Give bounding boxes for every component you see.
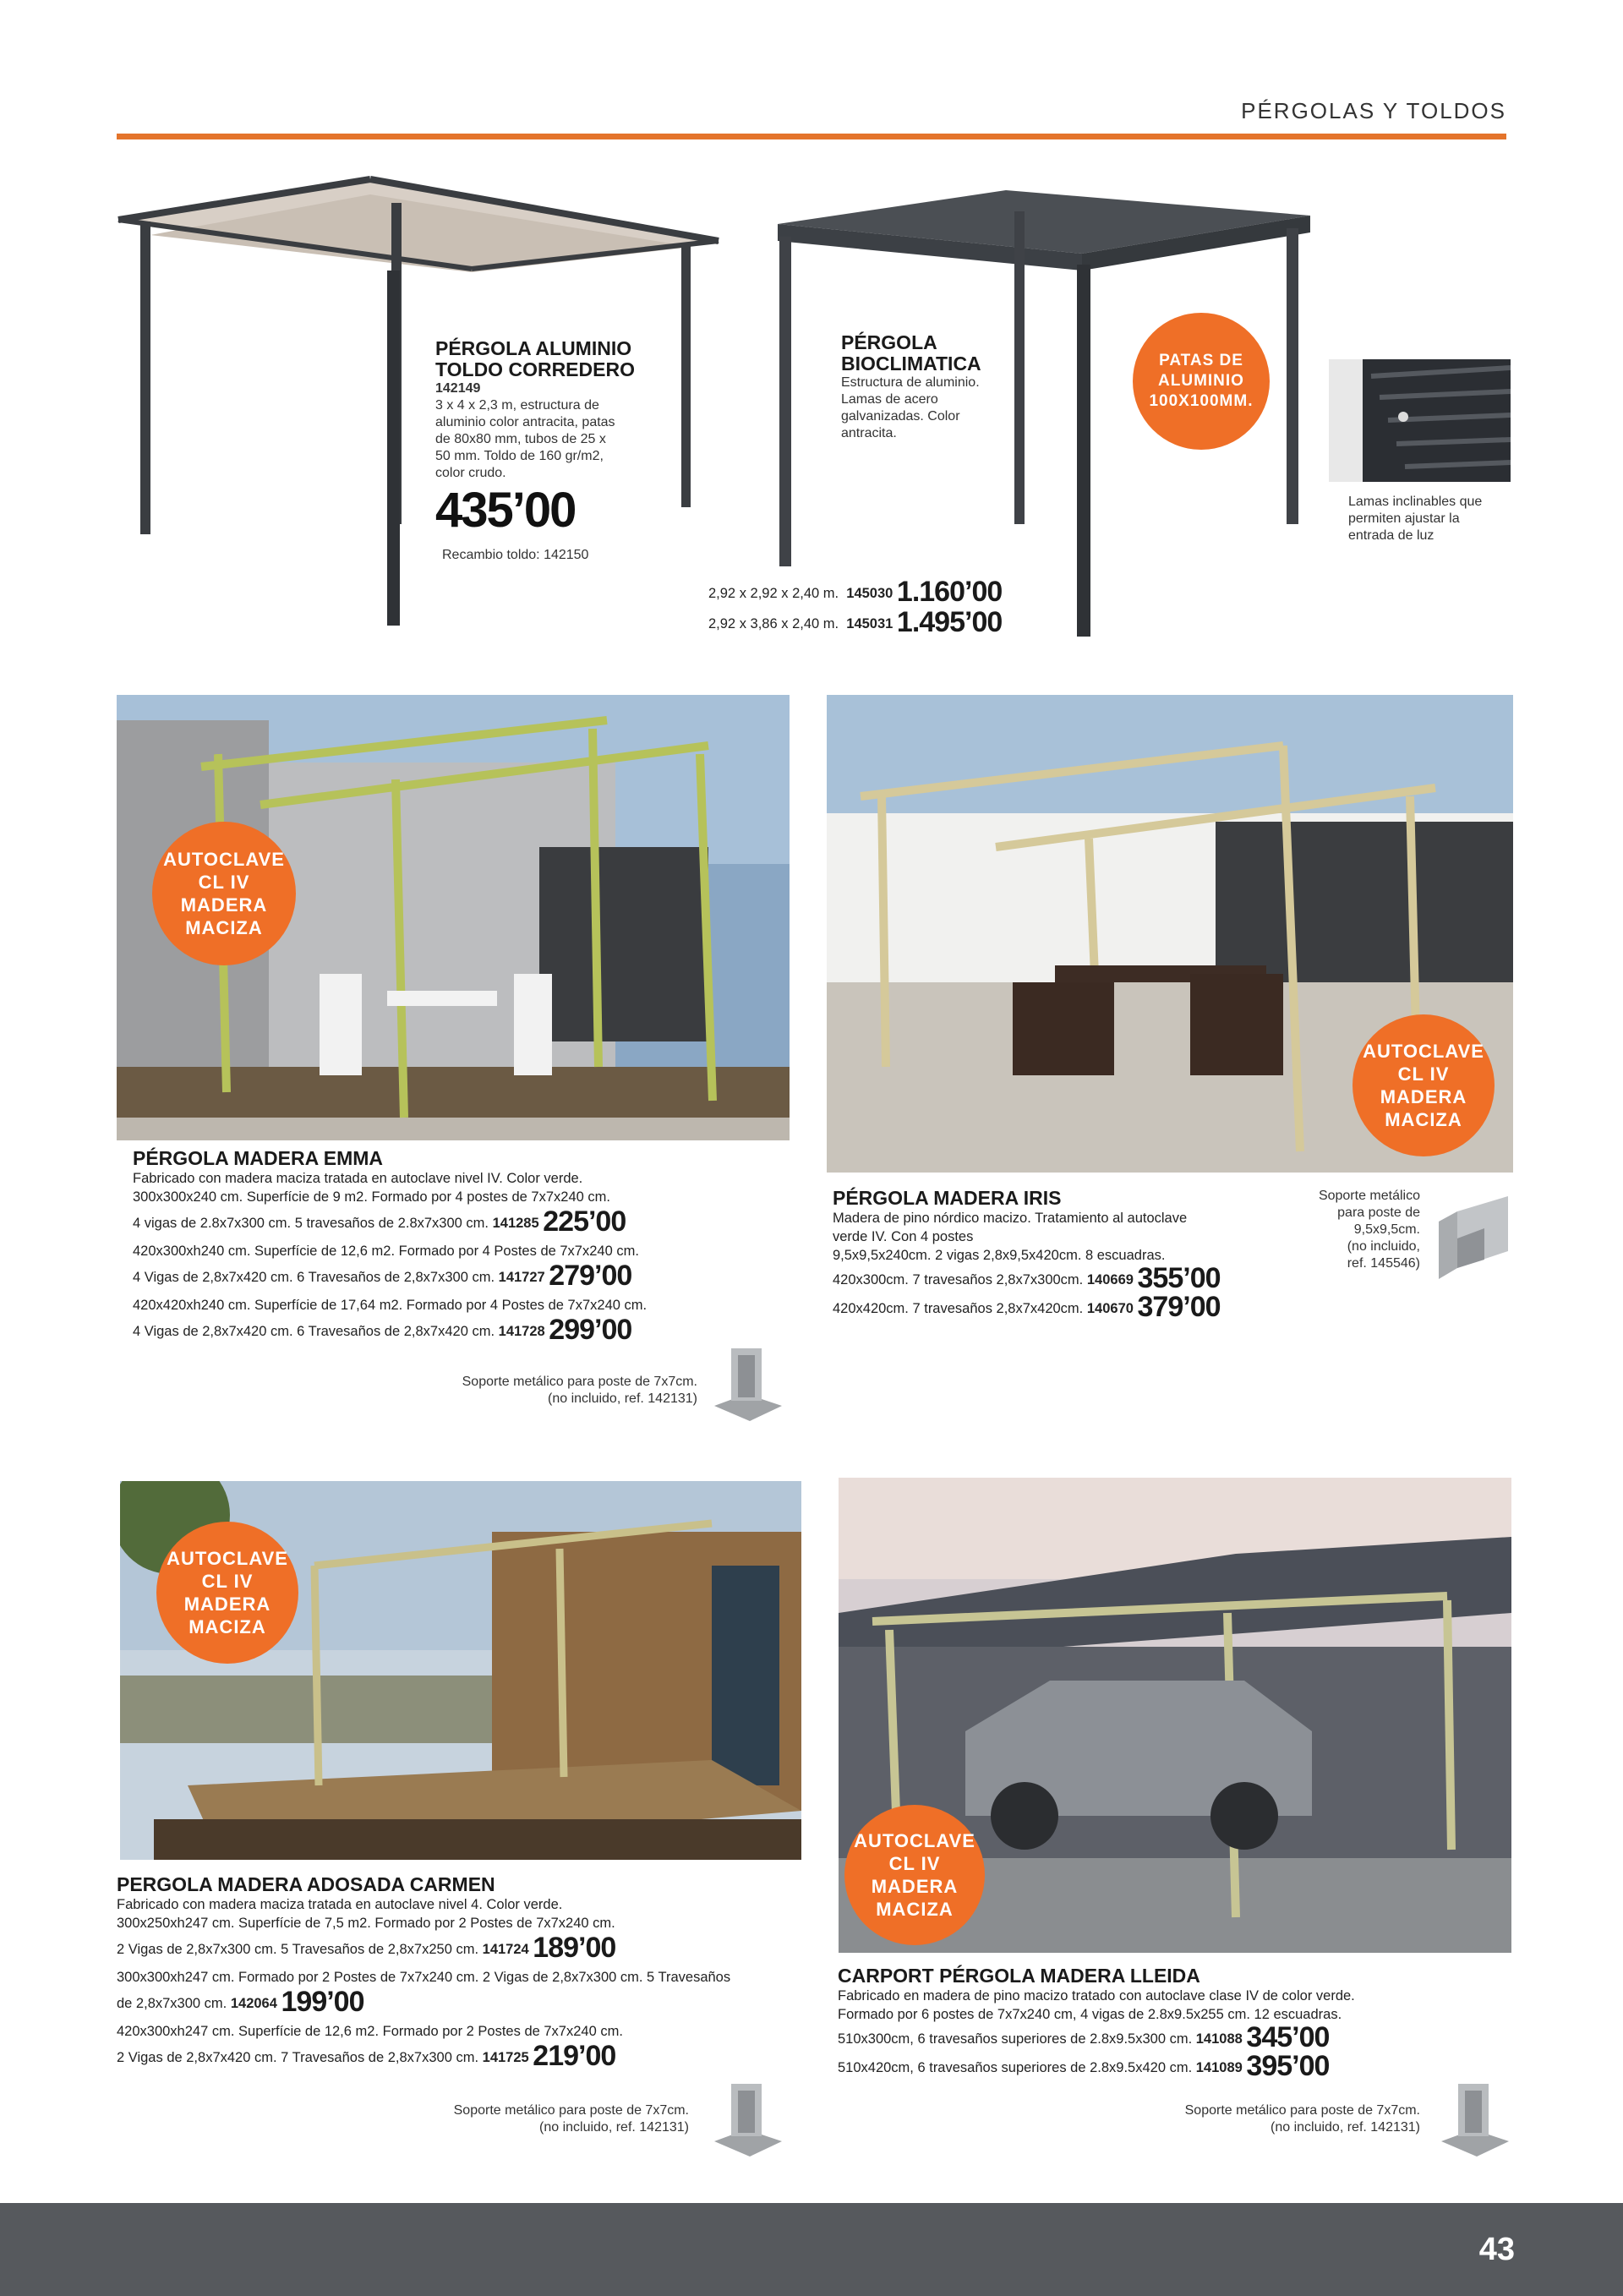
product-desc-line: antracita. (841, 426, 897, 440)
product-info-aluminio (435, 338, 689, 538)
product-info-emma (133, 1148, 809, 1347)
product-ref: 142149 (435, 381, 481, 396)
section-title: PÉRGOLAS Y TOLDOS (1241, 98, 1506, 123)
footer-bar (0, 2203, 1623, 2296)
product-desc-line: color crudo. (435, 466, 506, 480)
product-desc-line: verde IV. Con 4 postes (833, 1229, 974, 1244)
product-desc-line: 420x420xh240 cm. Superfície de 17,64 m2. Formado por 4 Postes de 7x7x240 cm. (133, 1298, 648, 1313)
post-support-icon (706, 2075, 786, 2162)
price-row: 4 Vigas de 2,8x7x420 cm. 6 Travesaños de 2,8x7x420 cm. 141728 299’00 (133, 1314, 632, 1346)
product-info-bioclimatica (841, 332, 1044, 442)
product-desc-line: Estructura de aluminio. (841, 375, 980, 390)
price-row: 420x420cm. 7 travesaños 2,8x7x420cm. 140670 379’00 (833, 1291, 1221, 1323)
product-title: PERGOLA MADERA ADOSADA CARMEN (117, 1873, 495, 1895)
price-row: 4 Vigas de 2,8x7x420 cm. 6 Travesaños de 2,8x7x300 cm. 141727 279’00 (133, 1260, 632, 1292)
badge-aluminio: PATAS DE ALUMINIO 100X100MM. (1133, 313, 1270, 450)
product-info-iris (833, 1188, 1272, 1322)
badge-autoclave-lleida: AUTOCLAVE CL IV MADERA MACIZA (844, 1805, 985, 1945)
product-desc-line: 300x300xh247 cm. Formado por 2 Postes de 7x7x240 cm. 2 Vigas de 2,8x7x300 cm. 5 Travesaños (117, 1970, 731, 1985)
product-desc-line: 3 x 4 x 2,3 m, estructura de (435, 398, 599, 413)
product-desc-line: de 80x80 mm, tubos de 25 x (435, 432, 606, 446)
price-row: 510x420cm, 6 travesaños superiores de 2.8x9.5x420 cm. 141089 395’00 (838, 2050, 1330, 2082)
price-row: 2 Vigas de 2,8x7x300 cm. 5 Travesaños de 2,8x7x250 cm. 141724 189’00 (117, 1932, 616, 1964)
product-desc-line: 9,5x9,5x240cm. 2 vigas 2,8x9,5x420cm. 8 escuadras. (833, 1248, 1166, 1263)
price-row: de 2,8x7x300 cm. 142064 199’00 (117, 1986, 364, 2018)
price-row: 4 vigas de 2.8x7x300 cm. 5 travesaños de 2.8x7x300 cm. 141285 225’00 (133, 1205, 626, 1238)
product-desc-line: Madera de pino nórdico macizo. Tratamiento al autoclave (833, 1211, 1188, 1226)
product-desc-line: 420x300xh247 cm. Superfície de 12,6 m2. Formado por 2 Postes de 7x7x240 cm. (117, 2024, 623, 2039)
product-desc-line: Lamas de acero (841, 392, 938, 407)
product-desc-line: Fabricado en madera de pino macizo tratado con autoclave clase IV de color verde. (838, 1988, 1355, 2004)
post-support-icon (706, 1340, 786, 1426)
product-title-line2: TOLDO CORREDERO (435, 358, 635, 380)
product-desc-line: galvanizadas. Color (841, 409, 960, 424)
price-rows-bioclimatica (708, 577, 1002, 638)
product-desc-line: Fabricado con madera maciza tratada en autoclave nivel IV. Color verde. (133, 1171, 583, 1186)
bracket-support-icon (1432, 1188, 1515, 1287)
product-desc-line: 420x300xh240 cm. Superfície de 12,6 m2. Formado por 4 Postes de 7x7x240 cm. (133, 1244, 639, 1259)
support-note: Soporte metálico para poste de 7x7cm. (no incluido, ref. 142131) (1184, 2103, 1420, 2135)
badge-autoclave-emma: AUTOCLAVE CL IV MADERA MACIZA (152, 822, 296, 965)
spare-part-note: Recambio toldo: 142150 (442, 548, 589, 562)
product-desc-line: Fabricado con madera maciza tratada en autoclave nivel 4. Color verde. (117, 1897, 563, 1912)
post-support-icon (1433, 2075, 1513, 2162)
product-info-carmen (117, 1874, 810, 2073)
price-row: 2,92 x 2,92 x 2,40 m. 145030 1.160’00 (708, 576, 1003, 608)
product-desc-line: Formado por 6 postes de 7x7x240 cm, 4 vigas de 2.8x9.5x255 cm. 12 escuadras. (838, 2007, 1342, 2022)
product-title-line2: BIOCLIMATICA (841, 353, 981, 374)
product-desc-line: 50 mm. Toldo de 160 gr/m2, (435, 449, 604, 463)
support-note: Soporte metálico para poste de 7x7cm. (no incluido, ref. 142131) (453, 2103, 689, 2135)
detail-image-lamas (1329, 359, 1511, 482)
price-row: 510x300cm, 6 travesaños superiores de 2.8x9.5x300 cm. 141088 345’00 (838, 2021, 1330, 2053)
product-title: PÉRGOLA MADERA EMMA (133, 1147, 384, 1169)
support-note: Soporte metálico para poste de 9,5x9,5cm. (no incluido, ref. 145546) (1318, 1189, 1420, 1271)
product-desc-line: 300x300x240 cm. Superfície de 9 m2. Formado por 4 postes de 7x7x240 cm. (133, 1189, 610, 1205)
badge-autoclave-iris: AUTOCLAVE CL IV MADERA MACIZA (1352, 1014, 1495, 1156)
product-title-line1: PÉRGOLA (841, 331, 937, 353)
product-title: CARPORT PÉRGOLA MADERA LLEIDA (838, 1965, 1200, 1987)
support-note: Soporte metálico para poste de 7x7cm. (no incluido, ref. 142131) (462, 1375, 697, 1406)
price-row: 420x300cm. 7 travesaños 2,8x7x300cm. 140669 355’00 (833, 1262, 1221, 1294)
price-row: 2 Vigas de 2,8x7x420 cm. 7 Travesaños de 2,8x7x300 cm. 141725 219’00 (117, 2040, 616, 2072)
price-row: 2,92 x 3,86 x 2,40 m. 145031 1.495’00 (708, 606, 1003, 638)
page-number: 43 (1478, 2232, 1515, 2267)
product-info-lleida (838, 1965, 1497, 2081)
product-desc-line: 300x250xh247 cm. Superfície de 7,5 m2. Formado por 2 Postes de 7x7x240 cm. (117, 1916, 615, 1931)
header-rule (117, 134, 1506, 139)
product-desc-line: aluminio color antracita, patas (435, 415, 615, 429)
badge-autoclave-carmen: AUTOCLAVE CL IV MADERA MACIZA (156, 1522, 298, 1664)
product-title-line1: PÉRGOLA ALUMINIO (435, 337, 632, 359)
detail-caption: Lamas inclinables que permiten ajustar la entrada de luz (1348, 495, 1483, 543)
product-title: PÉRGOLA MADERA IRIS (833, 1187, 1062, 1209)
product-price: 435’00 (435, 483, 576, 538)
